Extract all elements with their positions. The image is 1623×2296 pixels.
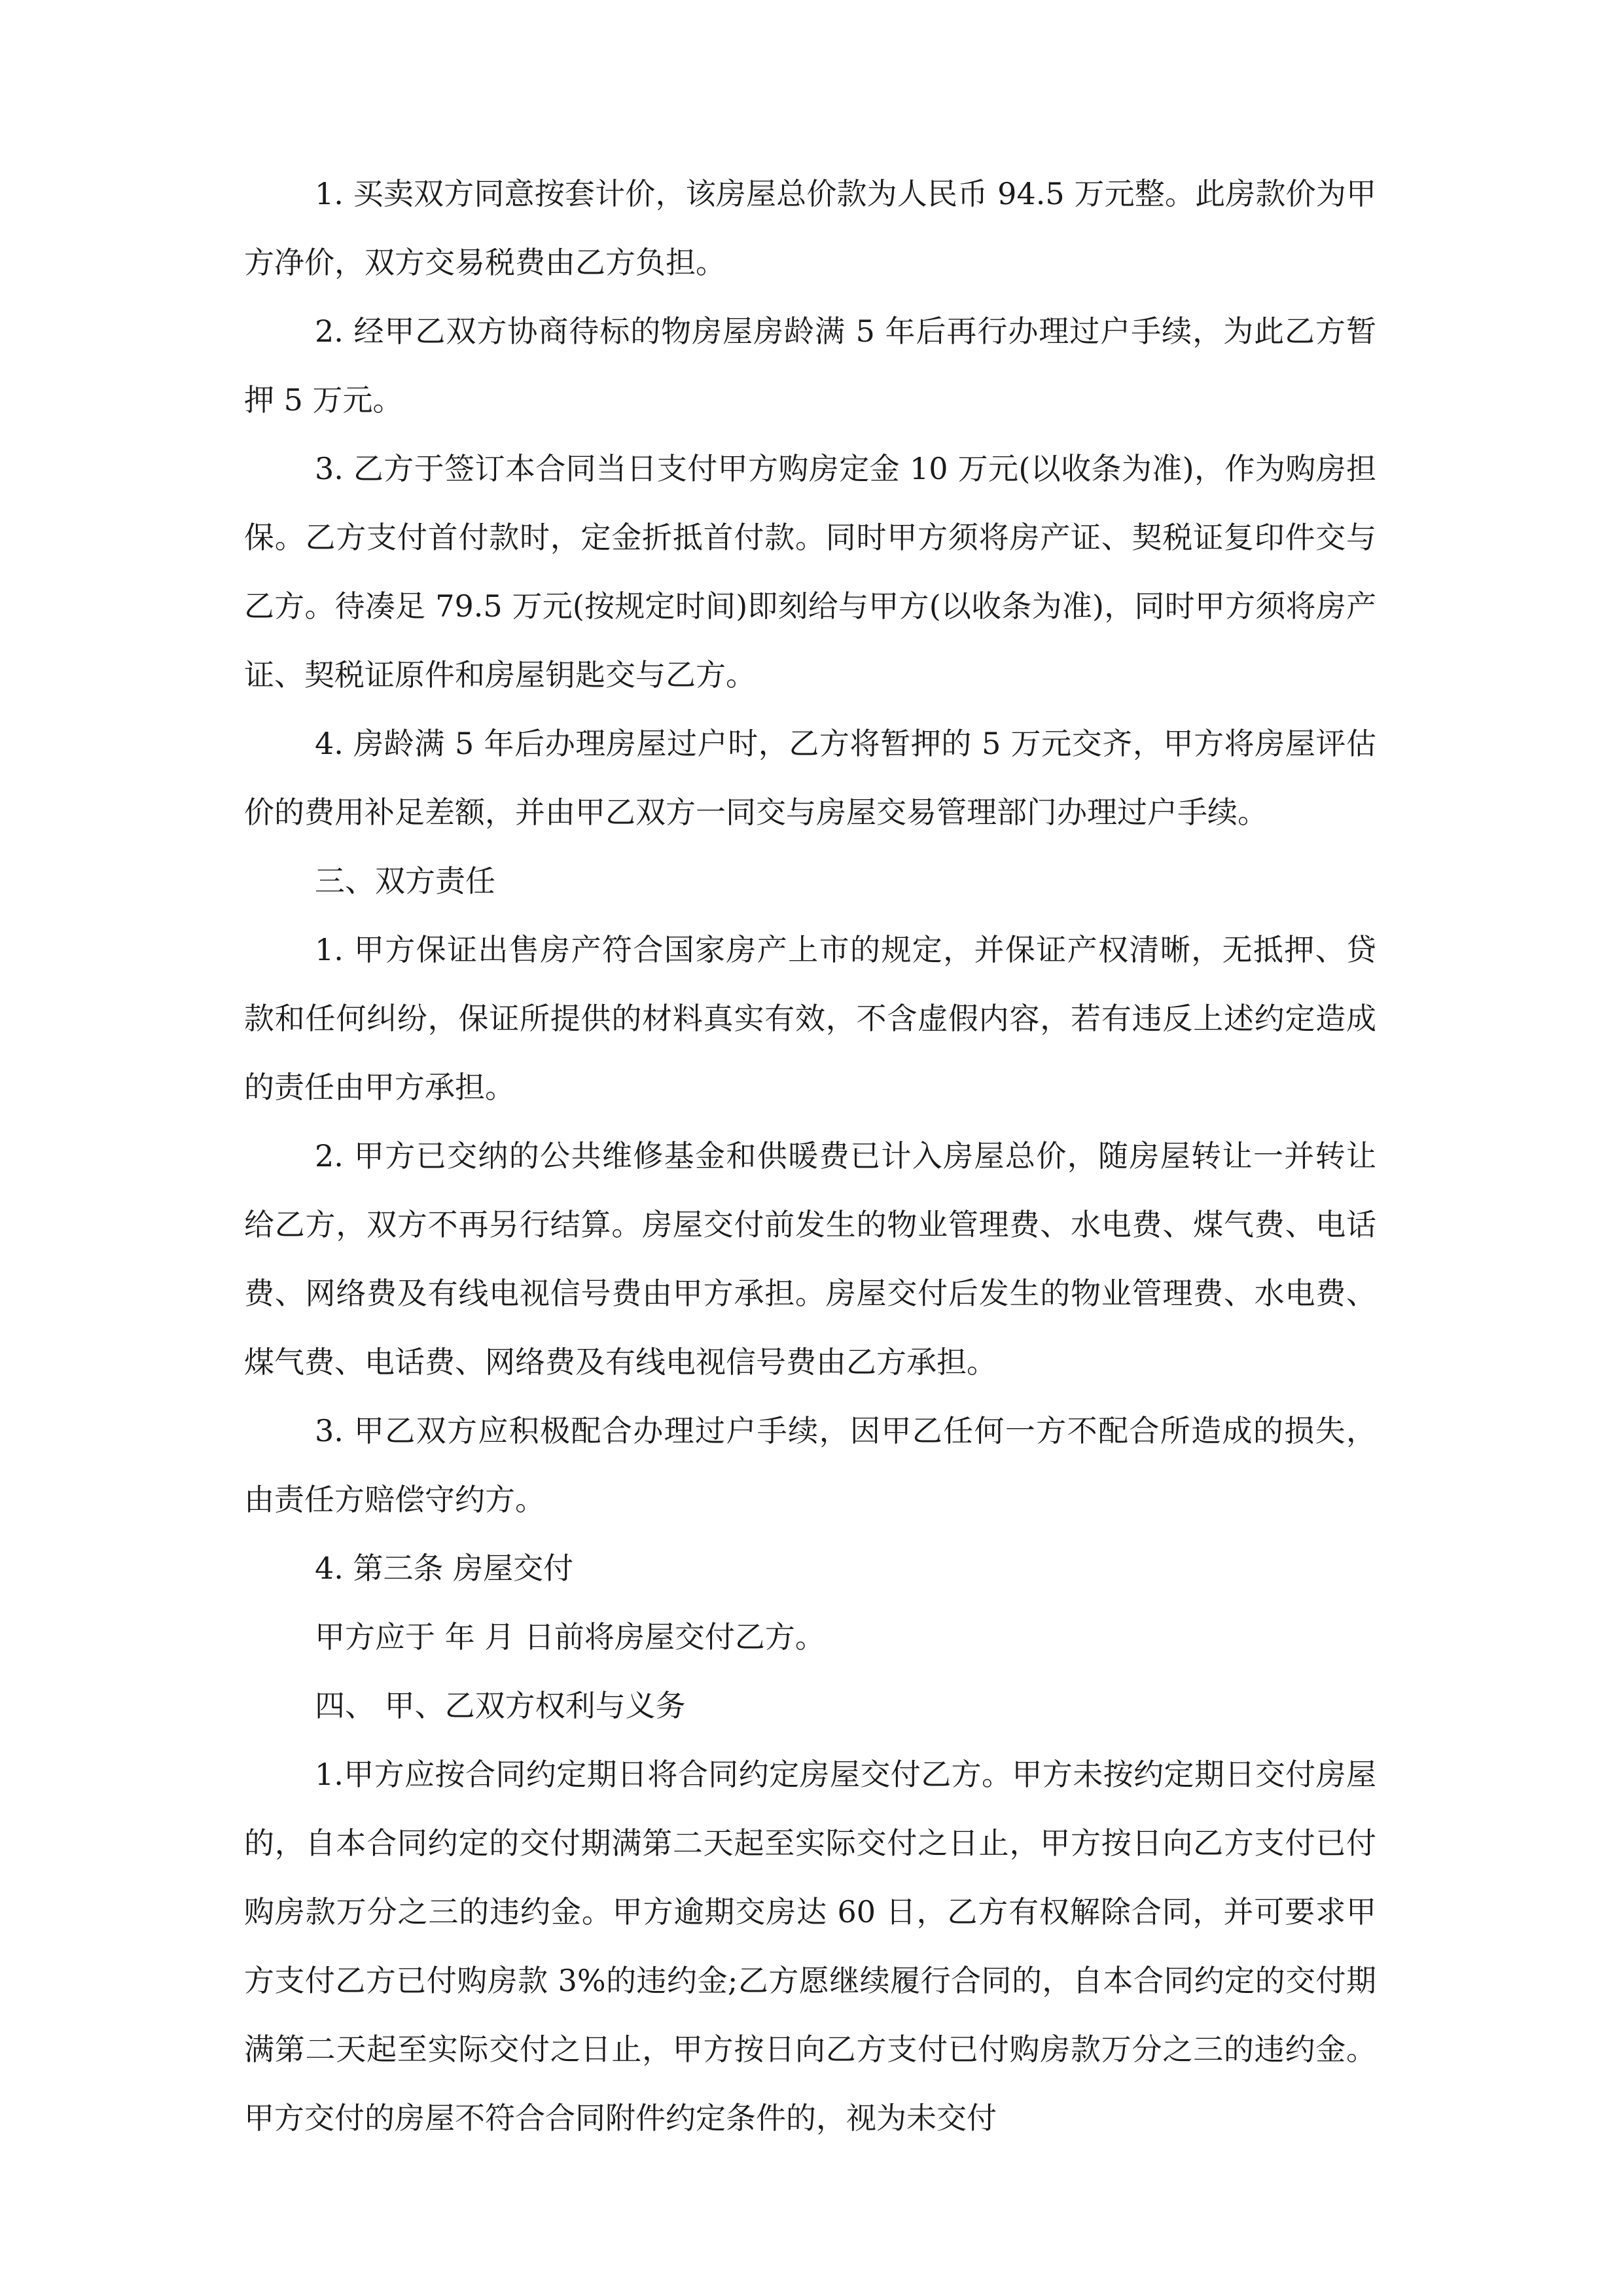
clause-paragraph: 4. 房龄满 5 年后办理房屋过户时，乙方将暂押的 5 万元交齐，甲方将房屋评估价的费用补足差额，并由甲乙双方一同交与房屋交易管理部门办理过户手续。	[244, 726, 1376, 830]
document-body	[244, 160, 1376, 2153]
clause-paragraph: 1.甲方应按合同约定期日将合同约定房屋交付乙方。甲方未按约定期日交付房屋的，自本合同约定的交付期满第二天起至实际交付之日止，甲方按日向乙方支付已付购房款万分之三的违约金。甲方逾期交房达 60 日，乙方有权解除合同，并可要求甲方支付乙方已付购房款 3%的违约金;乙方愿继续履行合同的，自本合同约定的交付期满第二天起至实际交付之日止，甲方按日向乙方支付已付购房款万分之三的违约金。 甲方交付的房屋不符合合同附件约定条件的，视为未交付	[244, 1757, 1376, 2136]
clause-paragraph: 1. 买卖双方同意按套计价，该房屋总价款为人民币 94.5 万元整。此房款价为甲方净价，双方交易税费由乙方负担。	[244, 176, 1376, 280]
section-heading: 四、 甲、乙双方权利与义务	[315, 1688, 686, 1723]
section-heading: 三、双方责任	[315, 863, 495, 899]
clause-paragraph: 2. 经甲乙双方协商待标的物房屋房龄满 5 年后再行办理过户手续，为此乙方暂押 5 万元。	[244, 314, 1376, 418]
clause-paragraph: 4. 第三条 房屋交付	[315, 1551, 574, 1586]
clause-paragraph: 3. 乙方于签订本合同当日支付甲方购房定金 10 万元(以收条为准)，作为购房担保。乙方支付首付款时，定金折抵首付款。同时甲方须将房产证、契税证复印件交与乙方。待凑足 79.5 万元(按规定时间)即刻给与甲方(以收条为准)，同时甲方须将房产证、契税证原件和房屋钥匙交与乙方。	[244, 451, 1376, 692]
clause-paragraph: 甲方应于 年 月 日前将房屋交付乙方。	[315, 1619, 825, 1655]
clause-paragraph: 1. 甲方保证出售房产符合国家房产上市的规定，并保证产权清晰，无抵押、贷款和任何纠纷，保证所提供的材料真实有效，不含虚假内容，若有违反上述约定造成的责任由甲方承担。	[244, 932, 1376, 1105]
clause-paragraph: 2. 甲方已交纳的公共维修基金和供暖费已计入房屋总价，随房屋转让一并转让给乙方，双方不再另行结算。房屋交付前发生的物业管理费、水电费、煤气费、电话费、网络费及有线电视信号费由甲方承担。房屋交付后发生的物业管理费、水电费、煤气费、电话费、网络费及有线电视信号费由乙方承担。	[244, 1138, 1376, 1380]
clause-paragraph: 3. 甲乙双方应积极配合办理过户手续，因甲乙任何一方不配合所造成的损失，由责任方赔偿守约方。	[244, 1413, 1376, 1517]
